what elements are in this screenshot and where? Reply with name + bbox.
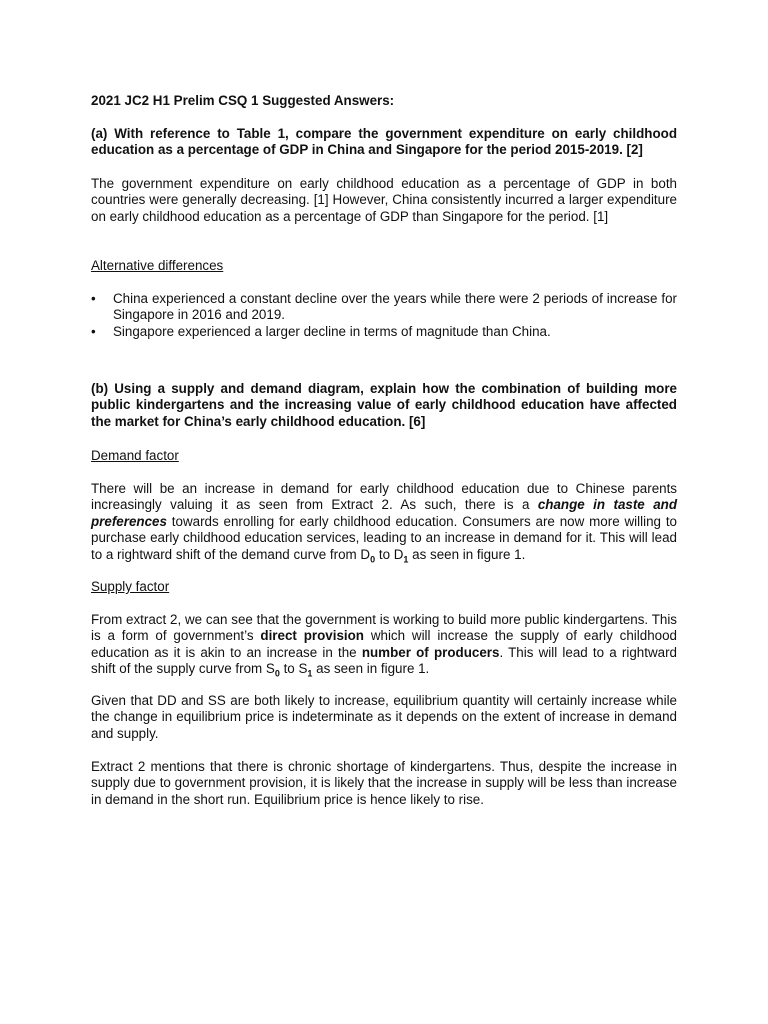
document-title: 2021 JC2 H1 Prelim CSQ 1 Suggested Answers: xyxy=(91,93,395,108)
alternative-differences-list xyxy=(91,291,677,340)
supply-text-3: . This will lead to a rightward shift of the supply curve from S xyxy=(91,644,677,677)
supply-text-2: which will increase the supply of early childhood education as it is akin to an increase in the xyxy=(91,628,677,660)
demand-text-1: There will be an increase in demand for early childhood education due to Chinese parents increasingly valuing it as seen from Extract 2. As such, there is a xyxy=(91,481,677,513)
supply-factor-heading: Supply factor xyxy=(91,579,170,594)
shortage-paragraph: Extract 2 mentions that there is chronic shortage of kindergartens. Thus, despite the increase in supply due to government provision, it is likely that the increase in supply will be less than increase in demand in the short run. Equilibrium price is hence likely to rise. xyxy=(91,759,677,807)
question-a-answer: The government expenditure on early childhood education as a percentage of GDP in both countries were generally decreasing. [1] However, China consistently incurred a larger expenditure on early childhood education as a percentage of GDP than Singapore for the period. [1] xyxy=(91,176,677,224)
taste-preferences-emphasis: change in taste and preferences xyxy=(91,497,677,529)
demand-text-4: as seen in figure 1. xyxy=(408,546,526,562)
s1-subscript: 1 xyxy=(307,668,313,679)
number-of-producers-emphasis: number of producers xyxy=(361,644,500,660)
direct-provision-emphasis: direct provision xyxy=(260,628,364,644)
supply-text-1: From extract 2, we can see that the government is working to build more public kindergartens. This is a form of government’s xyxy=(91,612,677,644)
d0-subscript: 0 xyxy=(370,554,376,565)
demand-text-3: to D xyxy=(375,546,404,562)
supply-factor-paragraph xyxy=(91,612,677,678)
demand-text-2: towards enrolling for early childhood education. Consumers are now more willing to purchase early childhood education services, leading to an increase in demand for it. This will lead to a rightward shift of the demand curve from D xyxy=(91,513,677,562)
list-item: • Singapore experienced a larger decline in terms of magnitude than China. xyxy=(91,324,677,340)
equilibrium-paragraph: Given that DD and SS are both likely to increase, equilibrium quantity will certainly increase while the change in equilibrium price is indeterminate as it depends on the extent of increase in demand and supply. xyxy=(91,693,677,741)
s0-subscript: 0 xyxy=(274,668,280,679)
question-b-heading: (b) Using a supply and demand diagram, explain how the combination of building more public kindergartens and the increasing value of early childhood education have affected the market for China’s early childhood education. [6] xyxy=(91,381,677,429)
d1-subscript: 1 xyxy=(403,554,409,565)
demand-factor-heading: Demand factor xyxy=(91,448,179,463)
supply-text-5: as seen in figure 1. xyxy=(312,661,430,677)
list-item: • China experienced a constant decline over the years while there were 2 periods of increase for Singapore in 2016 and 2019. xyxy=(91,291,677,324)
question-a-heading: (a) With reference to Table 1, compare the government expenditure on early childhood education as a percentage of GDP in China and Singapore for the period 2015-2019. [2] xyxy=(91,126,677,158)
demand-factor-paragraph xyxy=(91,481,677,563)
supply-text-4: to S xyxy=(279,661,308,677)
alternative-differences-heading: Alternative differences xyxy=(91,258,224,273)
